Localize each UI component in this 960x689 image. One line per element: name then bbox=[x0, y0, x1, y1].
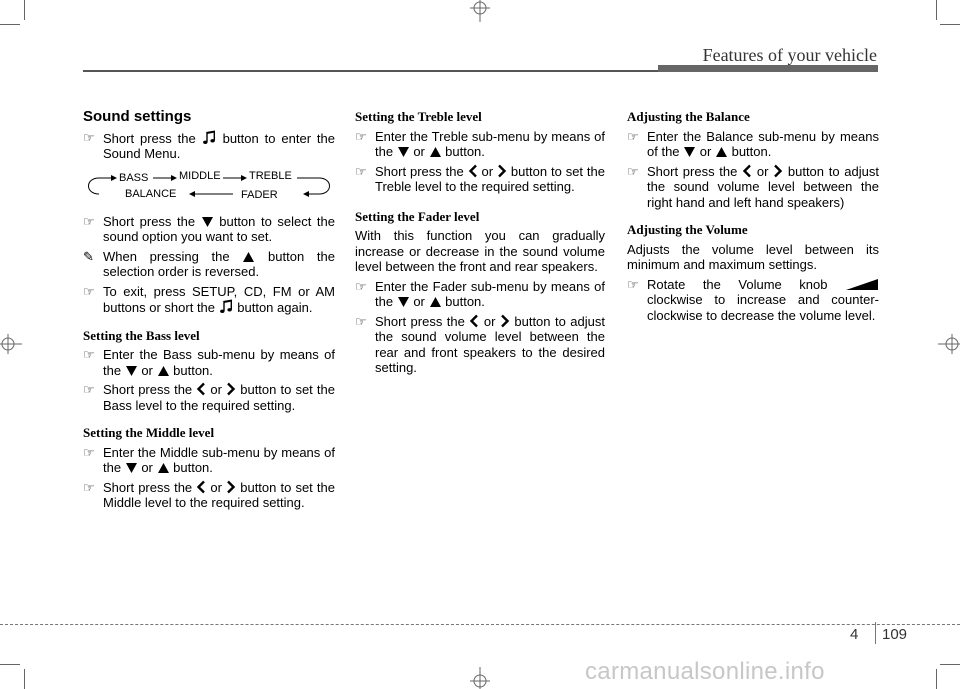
bass-heading: Setting the Bass level bbox=[83, 327, 200, 343]
list-item: ☞ Enter the Treble sub-menu by means of the or button. bbox=[355, 128, 605, 159]
column-2 bbox=[355, 109, 605, 380]
up-triangle-icon bbox=[157, 462, 170, 474]
crop-mark bbox=[24, 0, 25, 20]
down-triangle-icon bbox=[125, 365, 138, 377]
registration-mark-top bbox=[466, 0, 494, 22]
list-item: ☞ Enter the Bass sub-menu by means of the or button. bbox=[83, 347, 335, 378]
balance-heading: Adjusting the Balance bbox=[627, 109, 750, 124]
watermark: carmanualsonline.info bbox=[585, 658, 825, 685]
down-triangle-icon bbox=[397, 296, 410, 308]
list-item: ☞ Short press the or button to set the Middle level to the required setting. bbox=[83, 479, 335, 510]
pointing-hand-icon: ☞ bbox=[627, 276, 639, 292]
chevron-left-icon bbox=[196, 480, 206, 494]
registration-mark-right bbox=[938, 330, 960, 358]
page-number: 109 bbox=[882, 626, 908, 643]
list-item: ☞ Enter the Middle sub-menu by means of the or button. bbox=[83, 444, 335, 475]
footer-rule bbox=[0, 624, 960, 625]
list-item: ✎ When pressing the button the selection order is reversed. bbox=[83, 248, 335, 279]
up-triangle-icon bbox=[429, 296, 442, 308]
sound-menu-diagram bbox=[83, 166, 335, 206]
pointing-hand-icon: ☞ bbox=[355, 278, 367, 294]
up-triangle-icon bbox=[157, 365, 170, 377]
crop-mark bbox=[24, 669, 25, 689]
up-triangle-icon bbox=[715, 146, 728, 158]
chevron-right-icon bbox=[500, 314, 510, 328]
list-item: ☞ Enter the Balance sub-menu by means of the or button. bbox=[627, 128, 879, 159]
volume-wedge-icon bbox=[845, 278, 879, 291]
music-note-icon bbox=[202, 130, 217, 145]
chevron-right-icon bbox=[773, 164, 783, 178]
volume-heading: Adjusting the Volume bbox=[627, 222, 748, 237]
crop-mark bbox=[940, 24, 960, 25]
list-item: ☞ Short press the button to select the sound option you want to set. bbox=[83, 213, 335, 244]
diagram-bass-label: BASS bbox=[119, 171, 149, 184]
section-title: Features of your vehicle bbox=[702, 45, 877, 65]
music-note-icon bbox=[219, 299, 234, 314]
list-item: ☞ Enter the Fader sub-menu by means of the or button. bbox=[355, 278, 605, 309]
pointing-hand-icon: ☞ bbox=[83, 129, 95, 145]
list-item: ☞ To exit, press SETUP, CD, FM or AM buttons or short the button again. bbox=[83, 283, 335, 315]
up-triangle-icon bbox=[429, 146, 442, 158]
crop-mark bbox=[936, 669, 937, 689]
fader-heading: Setting the Fader level bbox=[355, 208, 480, 224]
list-item: ☞ Short press the or button to adjust the sound volume level between the right hand and left hand speakers) bbox=[627, 163, 879, 210]
chevron-left-icon bbox=[469, 314, 479, 328]
sound-settings-heading: Sound settings bbox=[83, 108, 192, 125]
pointing-hand-icon: ☞ bbox=[83, 382, 95, 397]
list-item: ☞ Short press the or button to set the Treble level to the required setting. bbox=[355, 163, 606, 194]
header-rule-accent bbox=[658, 65, 878, 72]
chevron-left-icon bbox=[468, 164, 478, 178]
pointing-hand-icon: ☞ bbox=[83, 479, 95, 495]
chevron-left-icon bbox=[742, 164, 752, 178]
pointing-hand-icon: ☞ bbox=[83, 347, 95, 362]
pointing-hand-icon: ☞ bbox=[355, 313, 367, 329]
column-1 bbox=[83, 109, 335, 515]
diagram-balance-label: BALANCE bbox=[125, 187, 177, 200]
registration-mark-bottom bbox=[466, 667, 494, 689]
pencil-note-icon: ✎ bbox=[83, 248, 94, 264]
crop-mark bbox=[936, 0, 937, 20]
down-triangle-icon bbox=[125, 462, 138, 474]
list-item: ☞ Short press the or button to adjust the sound volume level between the rear and front speakers to the desired setting. bbox=[355, 313, 605, 375]
down-triangle-icon bbox=[201, 216, 214, 228]
chevron-right-icon bbox=[497, 164, 507, 178]
list-item: ☞ Rotate the Volume knob clockwise to increase and counter-clockwise to decrease the volume level. bbox=[627, 276, 879, 323]
pointing-hand-icon: ☞ bbox=[627, 163, 639, 179]
pointing-hand-icon: ☞ bbox=[355, 163, 367, 179]
diagram-treble-label: TREBLE bbox=[249, 169, 292, 182]
chevron-right-icon bbox=[226, 480, 236, 494]
list-item: ☞ Short press the or button to set the Bass level to the required setting. bbox=[83, 382, 335, 413]
pointing-hand-icon: ☞ bbox=[627, 128, 639, 144]
down-triangle-icon bbox=[397, 146, 410, 158]
pointing-hand-icon: ☞ bbox=[355, 128, 367, 144]
pointing-hand-icon: ☞ bbox=[83, 283, 95, 299]
volume-description: Adjusts the volume level between its minimum and maximum settings. bbox=[627, 241, 879, 272]
registration-mark-left bbox=[0, 330, 22, 358]
chapter-number: 4 bbox=[850, 626, 859, 643]
page-number-separator bbox=[875, 622, 876, 644]
up-triangle-icon bbox=[242, 251, 255, 263]
column-3 bbox=[627, 109, 879, 327]
chevron-right-icon bbox=[226, 382, 236, 396]
chevron-left-icon bbox=[196, 382, 206, 396]
pointing-hand-icon: ☞ bbox=[83, 444, 95, 460]
crop-mark bbox=[0, 24, 20, 25]
list-item: ☞ Short press the button to enter the Sound Menu. bbox=[83, 129, 336, 161]
fader-description: With this function you can gradually increase or decrease in the sound volume level between the front and rear speakers. bbox=[355, 228, 605, 274]
middle-heading: Setting the Middle level bbox=[83, 425, 215, 440]
treble-heading: Setting the Treble level bbox=[355, 109, 482, 124]
crop-mark bbox=[0, 664, 20, 665]
pointing-hand-icon: ☞ bbox=[83, 213, 95, 229]
crop-mark bbox=[940, 664, 960, 665]
down-triangle-icon bbox=[683, 146, 696, 158]
diagram-middle-label: MIDDLE bbox=[179, 169, 221, 182]
diagram-fader-label: FADER bbox=[241, 188, 278, 201]
